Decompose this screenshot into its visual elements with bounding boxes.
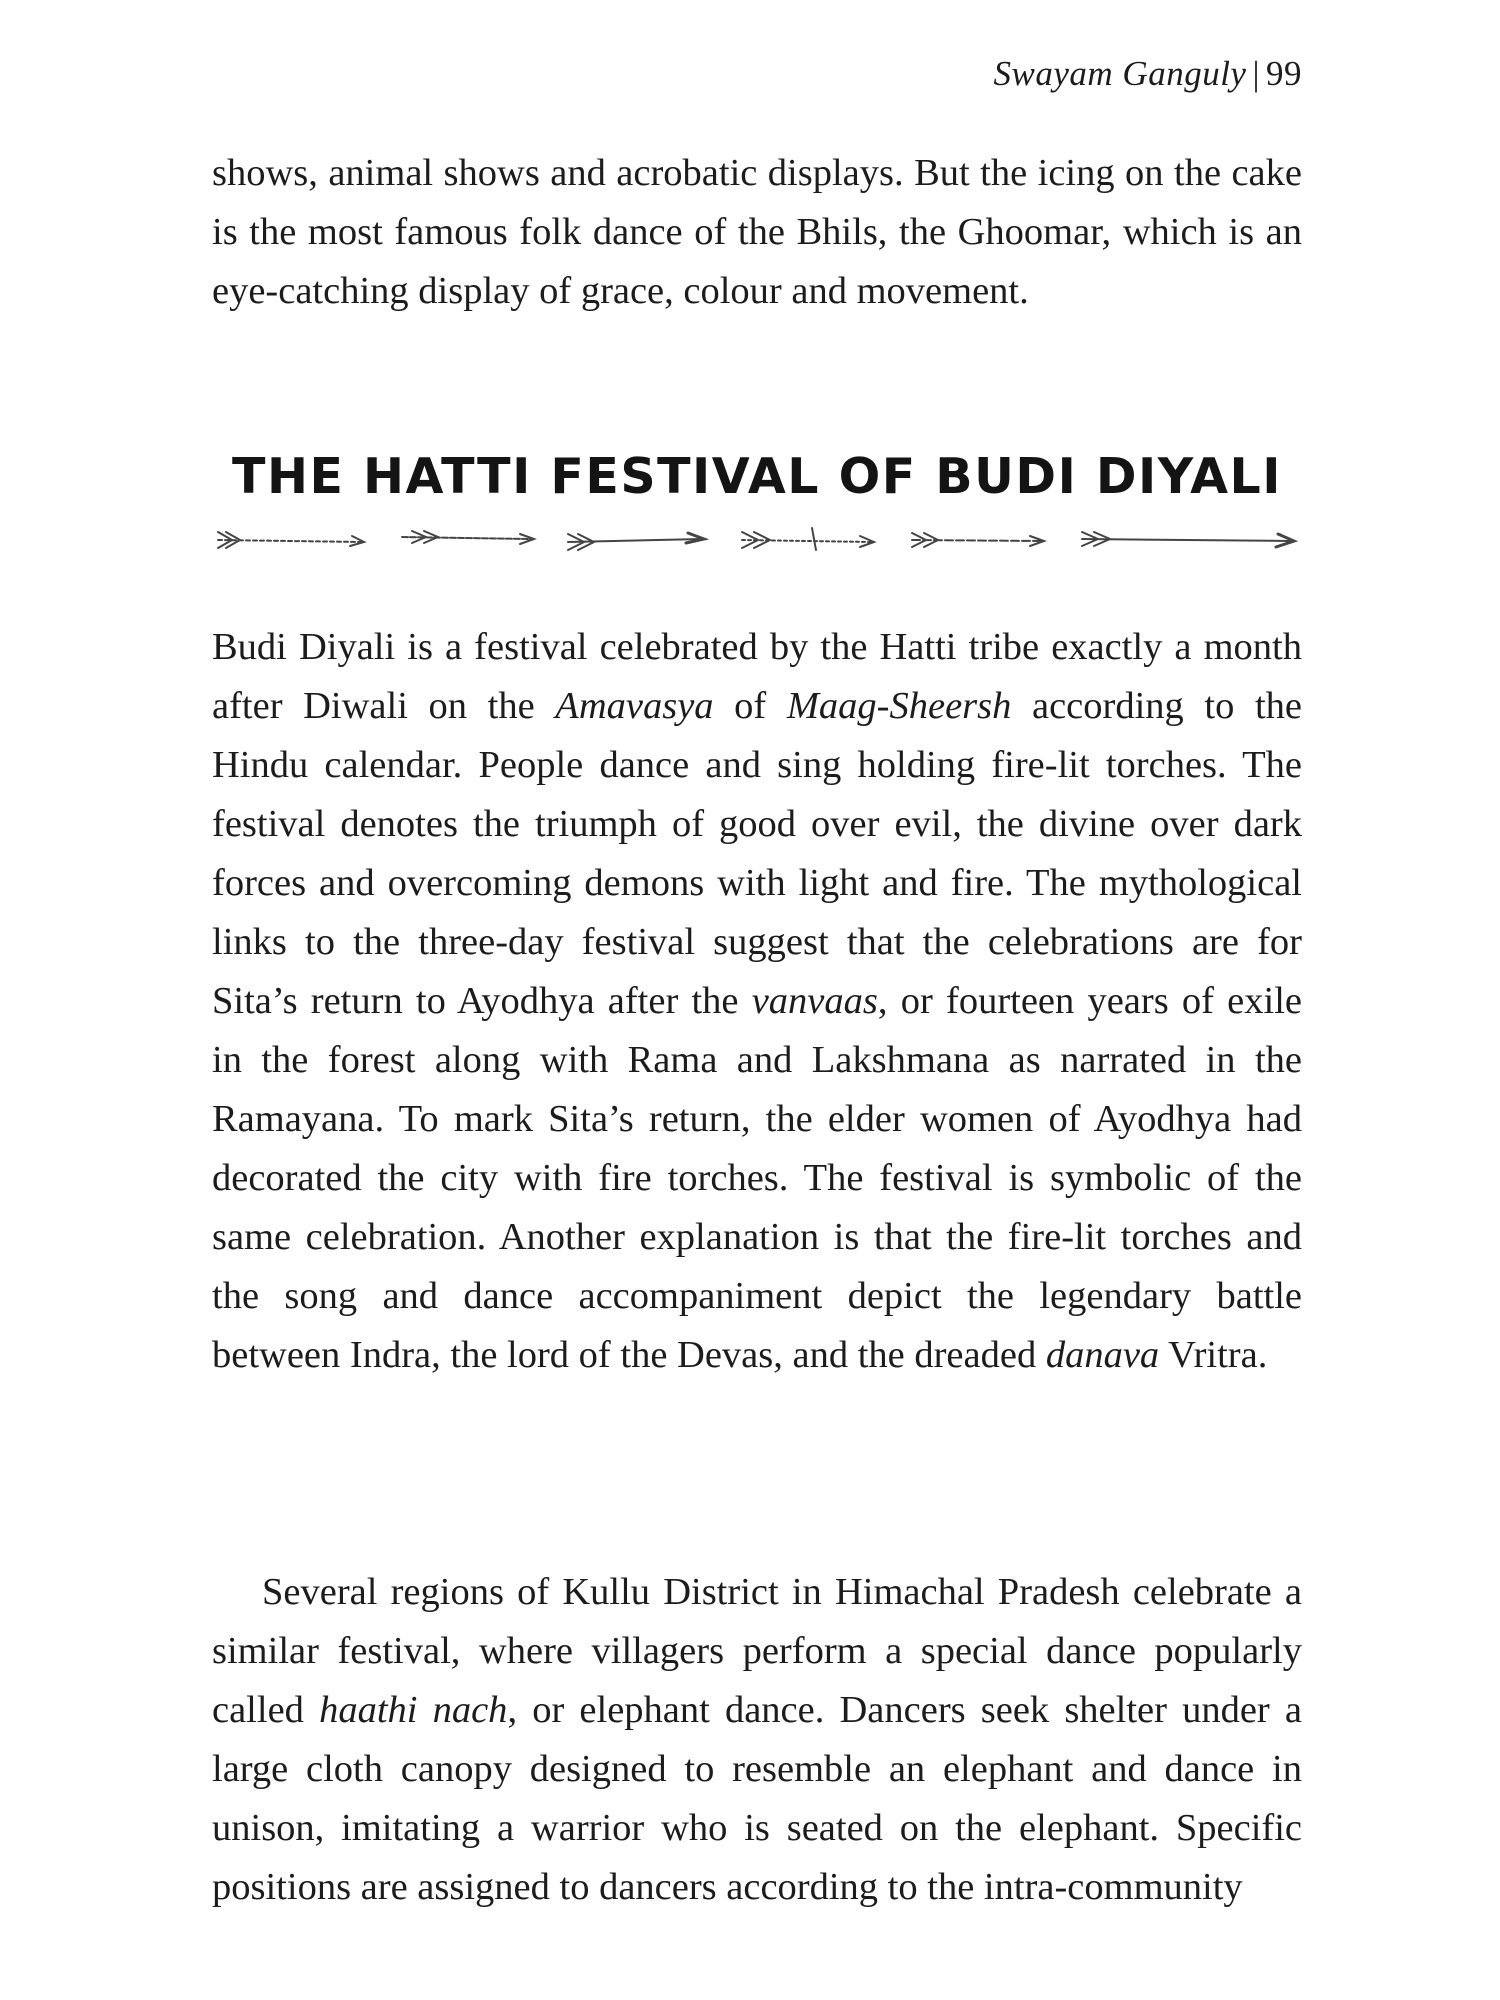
italic-term: danava: [1045, 1334, 1160, 1376]
paragraph-text: Vritra.: [1159, 1334, 1268, 1376]
arrow-ornament-icon: [218, 528, 1294, 550]
running-header: [994, 54, 1302, 94]
paragraph-text: Several regions of Kullu District in Himachal Pradesh celebrate a similar festival, where villagers perform a special dance popularly called: [212, 1571, 1302, 1731]
page-number: 99: [1266, 54, 1302, 93]
body-paragraph: [212, 618, 1302, 1385]
italic-term: vanvaas: [751, 980, 878, 1022]
paragraph-text: of: [713, 685, 787, 727]
arrow-ornament-divider: [212, 520, 1302, 560]
continuation-paragraph: shows, animal shows and acrobatic displays. But the icing on the cake is the most famous folk dance of the Bhils, the Ghoomar, which is an eye-catching display of grace, colour and movement.: [212, 152, 1302, 312]
paragraph-text: Budi Diyali is a festival celebrated by the Hatti tribe exactly a month after Diwali on the: [212, 626, 1302, 727]
italic-term: Amavasya: [555, 685, 714, 727]
italic-term: Maag-Sheersh: [786, 685, 1012, 727]
book-page: [212, 0, 1302, 2000]
header-separator: |: [1252, 54, 1260, 93]
italic-term: haathi nach: [319, 1689, 508, 1731]
section-heading: THE HATTI FESTIVAL OF BUDI DIYALI: [232, 448, 1282, 505]
paragraph-text: , or fourteen years of exile in the forest along with Rama and Lakshmana as narrated in the Ramayana. To mark Sita’s return, the elder women of Ayodhya had decorated the city with fire torches. The festival is symbolic of the same celebration. Another explanation is that the fire-lit torches and the song and dance accompaniment depict the legendary battle between Indra, the lord of the Devas, and the dreaded: [212, 980, 1302, 1376]
paragraph-text: , or elephant dance. Dancers seek shelter under a large cloth canopy designed to resemble an elephant and dance in unison, imitating a warrior who is seated on the elephant. Specific positions are assigned to dancers according to the intra-community: [212, 1689, 1302, 1908]
body-paragraph: [212, 1563, 1302, 1917]
paragraph-text: according to the Hindu calendar. People dance and sing holding fire-lit torches. The festival denotes the triumph of good over evil, the divine over dark forces and overcoming demons with light and fire. The mythological links to the three-day festival suggest that the celebrations are for Sita’s return to Ayodhya after the: [212, 685, 1302, 1022]
header-author: Swayam Ganguly: [993, 54, 1247, 93]
